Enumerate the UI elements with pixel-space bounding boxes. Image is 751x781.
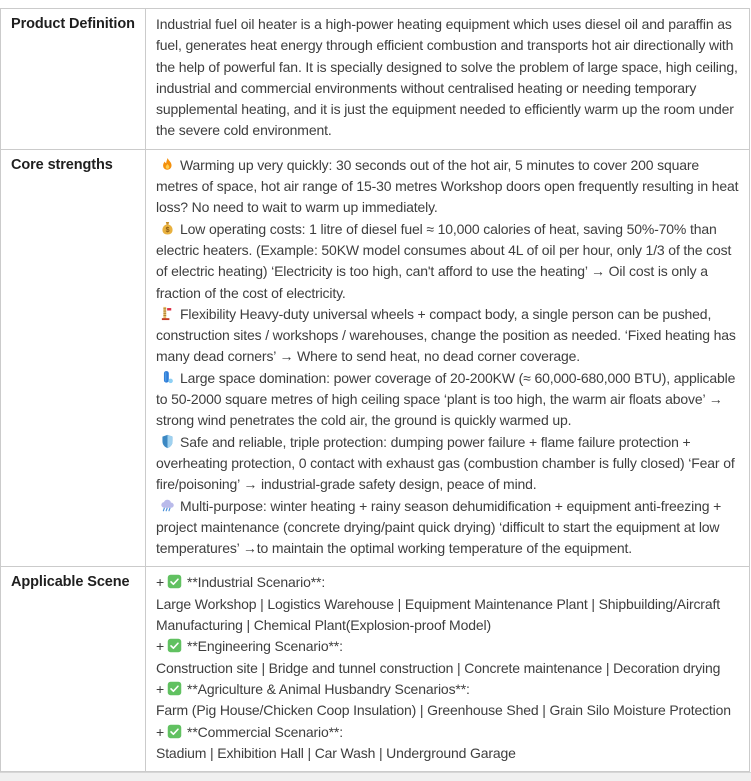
row-label-applicable-scene: Applicable Scene bbox=[1, 567, 146, 772]
strength-item bbox=[156, 304, 739, 368]
plus-prefix: + bbox=[156, 680, 165, 697]
construction-icon bbox=[160, 306, 175, 321]
scenario-venues: Stadium | Exhibition Hall | Car Wash | Underground Garage bbox=[156, 744, 516, 761]
core-strengths-cell bbox=[146, 149, 750, 567]
scenario-venues: Large Workshop | Logistics Warehouse | Equipment Maintenance Plant | Shipbuilding/Aircraft Manufacturing | Chemical Plant(Explosion-proof Model) bbox=[156, 595, 720, 634]
page-background-strip bbox=[0, 772, 751, 781]
strength-item bbox=[156, 219, 739, 304]
strength-text: Low operating costs: 1 litre of diesel fuel ≈ 10,000 calories of heat, saving 50%-70% than electric heaters. (Example: 50KW model consumes about 4L of oil per hour, only 1/3 of the cost of electric heating) ‘Electricity is too high, can't afford to use the heating’ → Oil cost is only a fraction of the cost of electricity. bbox=[156, 220, 732, 301]
scenario-title: **Industrial Scenario**: bbox=[187, 574, 326, 591]
strength-item bbox=[156, 368, 739, 432]
strength-item bbox=[156, 155, 739, 219]
product-definition-cell bbox=[146, 9, 750, 150]
scenario-title: **Commercial Scenario**: bbox=[187, 723, 343, 740]
plus-prefix: + bbox=[156, 638, 165, 655]
scenario-venues: Construction site | Bridge and tunnel construction | Concrete maintenance | Decoration drying bbox=[156, 659, 721, 676]
check-icon bbox=[167, 574, 182, 589]
check-icon bbox=[167, 681, 182, 696]
strength-text: Large space domination: power coverage of 20-200KW (≈ 60,000-680,000 BTU), applicable to 50-2000 square metres of high ceiling space ‘plant is too high, the warm air floats above’ → strong wind penetrates the cold air, the ground is quickly warmed up. bbox=[156, 369, 736, 429]
plus-prefix: + bbox=[156, 574, 165, 591]
applicable-scene-cell bbox=[146, 567, 750, 772]
table-row-applicable-scene bbox=[1, 567, 750, 772]
table-row-product-definition bbox=[1, 9, 750, 150]
plus-prefix: + bbox=[156, 723, 165, 740]
fire-icon bbox=[160, 157, 175, 172]
scenario-heading bbox=[156, 636, 739, 657]
money-bag-icon bbox=[160, 221, 175, 236]
scenario-title: **Agriculture & Animal Husbandry Scenarios**: bbox=[187, 680, 470, 697]
wind-tower-icon bbox=[160, 370, 175, 385]
product-definition-text: Industrial fuel oil heater is a high-power heating equipment which uses diesel oil and paraffin as fuel, generates heat energy through efficient combustion and transports hot air directionally with the help of powerful fan. It is specially designed to solve the problem of large space, high ceiling, industrial and commercial environments without centralised heating or needing temporary supplemental heating, and it is just the equipment needed to efficiently warm up the room under the severe cold environment. bbox=[156, 16, 738, 139]
strength-text: Safe and reliable, triple protection: dumping power failure + flame failure protection + overheating protection, 0 contact with exhaust gas (combustion chamber is fully closed) ‘Fear of fire/poisoning’ → industrial-grade safety design, peace of mind. bbox=[156, 433, 735, 493]
check-icon bbox=[167, 724, 182, 739]
row-label-product-definition: Product Definition bbox=[1, 9, 146, 150]
strength-item bbox=[156, 496, 739, 560]
scenario-heading bbox=[156, 679, 739, 700]
scenario-venues: Farm (Pig House/Chicken Coop Insulation) | Greenhouse Shed | Grain Silo Moisture Protection bbox=[156, 702, 731, 719]
scenario-heading bbox=[156, 722, 739, 743]
scenario-heading bbox=[156, 572, 739, 593]
rain-cloud-icon bbox=[160, 498, 175, 513]
row-label-core-strengths: Core strengths bbox=[1, 149, 146, 567]
check-icon bbox=[167, 638, 182, 653]
strength-text: Multi-purpose: winter heating + rainy season dehumidification + equipment anti-freezing + project maintenance (concrete drying/paint quick drying) ‘difficult to start the equipment at low temperatures’ →to maintain the optimal working temperature of the equipment. bbox=[156, 497, 722, 557]
strength-text: Flexibility Heavy-duty universal wheels + compact body, a single person can be pushed, construction sites / workshops / warehouses, change the position as needed. ‘Fixed heating has many dead corners’ → Where to send heat, no dead corner coverage. bbox=[156, 305, 736, 365]
table-row-core-strengths bbox=[1, 149, 750, 567]
shield-icon bbox=[160, 434, 175, 449]
strength-text: Warming up very quickly: 30 seconds out of the hot air, 5 minutes to cover 200 square metres of space, hot air range of 15-30 metres Workshop doors open frequently resulting in heat loss? No need to wait to warm up immediately. bbox=[156, 156, 739, 216]
scenario-title: **Engineering Scenario**: bbox=[187, 638, 343, 655]
product-spec-table bbox=[0, 8, 750, 772]
svg-text:$: $ bbox=[165, 226, 170, 234]
strength-item bbox=[156, 432, 739, 496]
